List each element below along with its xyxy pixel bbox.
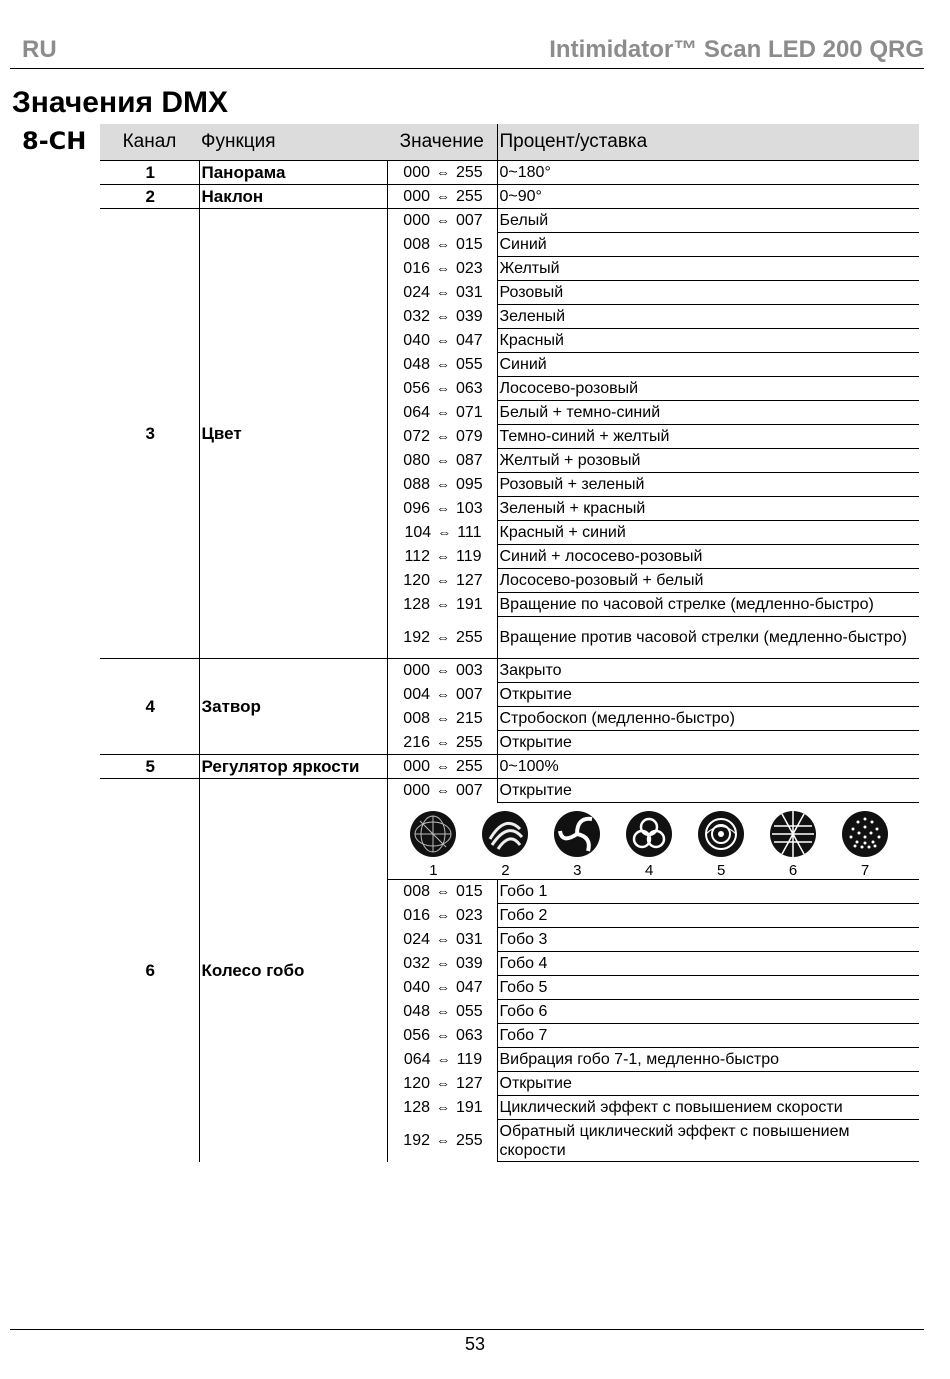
range-to: 255 [456, 188, 483, 205]
percent-setting-cell: Синий [497, 353, 919, 377]
range-from: 064 [403, 1051, 431, 1068]
table-row [100, 185, 919, 209]
range-to: 023 [456, 260, 483, 277]
value-range-cell [387, 880, 497, 904]
table-row [100, 779, 919, 803]
percent-setting-cell: Стробоскоп (медленно-быстро) [497, 707, 919, 731]
percent-setting-cell: Открытие [497, 731, 919, 755]
percent-setting-cell: Розовый + зеленый [497, 473, 919, 497]
range-arrow-icon: ⇔ [436, 284, 450, 300]
range-arrow-icon: ⇔ [436, 500, 450, 516]
range-from: 000 [403, 662, 430, 680]
range-to: 191 [456, 1099, 483, 1116]
range-to: 111 [457, 524, 482, 541]
percent-setting-cell: Открытие [497, 779, 919, 803]
gobo-item [691, 809, 751, 879]
value-range-cell [387, 353, 497, 377]
range-from: 024 [403, 284, 430, 301]
value-range-cell [387, 473, 497, 497]
value-range-cell [387, 449, 497, 473]
function-cell: Колесо гобо [199, 779, 387, 1162]
range-arrow-icon: ⇔ [436, 452, 450, 468]
range-arrow-icon: ⇔ [436, 710, 450, 726]
range-to: 095 [456, 476, 483, 493]
range-arrow-icon: ⇔ [436, 188, 450, 204]
value-range-cell [387, 1096, 497, 1120]
channel-cell: 4 [100, 659, 199, 755]
gobo-pattern-icon [480, 809, 530, 863]
column-header-function: Функция [199, 124, 387, 161]
range-to: 007 [456, 686, 483, 703]
gobo-pattern-icon [768, 809, 818, 863]
range-to: 079 [456, 428, 483, 445]
value-range-cell [387, 233, 497, 257]
range-to: 063 [456, 1027, 483, 1044]
range-to: 191 [456, 596, 483, 613]
range-from: 016 [403, 260, 430, 277]
value-range-cell [387, 545, 497, 569]
range-to: 087 [456, 452, 483, 469]
percent-setting-cell: 0~100% [497, 755, 919, 779]
range-to: 015 [456, 883, 483, 901]
range-from: 128 [403, 1099, 430, 1116]
function-cell: Цвет [199, 209, 387, 659]
percent-setting-cell: Гобо 3 [497, 928, 919, 952]
percent-setting-cell: Лососево-розовый + белый [497, 569, 919, 593]
gobo-pattern-icon [408, 809, 458, 863]
range-arrow-icon: ⇔ [436, 628, 450, 645]
column-header-value: Значение [387, 124, 497, 161]
percent-setting-cell: Гобо 1 [497, 880, 919, 904]
value-range-cell [387, 1072, 497, 1096]
range-from: 000 [403, 212, 430, 230]
range-to: 039 [456, 308, 483, 325]
range-to: 015 [456, 236, 483, 253]
column-header-percent: Процент/уставка [497, 124, 919, 161]
range-arrow-icon: ⇔ [436, 596, 450, 612]
range-from: 004 [403, 686, 430, 703]
range-arrow-icon: ⇔ [436, 380, 450, 396]
range-to: 255 [456, 1132, 483, 1149]
range-to: 255 [456, 733, 483, 751]
table-row [100, 755, 919, 779]
percent-setting-cell: Закрыто [497, 659, 919, 683]
value-range-cell [387, 1000, 497, 1024]
value-range-cell [387, 755, 497, 779]
range-from: 008 [403, 710, 430, 727]
range-arrow-icon: ⇔ [436, 308, 450, 324]
value-range-cell [387, 1120, 497, 1162]
percent-setting-cell: Гобо 6 [497, 1000, 919, 1024]
value-range-cell [387, 1024, 497, 1048]
gobo-strip [390, 803, 920, 879]
range-arrow-icon: ⇔ [436, 476, 450, 492]
range-to: 255 [456, 628, 483, 646]
page-header [10, 34, 924, 69]
range-from: 072 [403, 428, 430, 445]
range-arrow-icon: ⇔ [436, 212, 450, 229]
value-range-cell [387, 377, 497, 401]
gobo-number: 7 [860, 862, 870, 879]
percent-setting-cell: Желтый + розовый [497, 449, 919, 473]
range-arrow-icon: ⇔ [436, 236, 450, 252]
range-from: 016 [403, 907, 430, 924]
range-to: 031 [456, 284, 483, 301]
value-range-cell [387, 593, 497, 617]
range-to: 119 [456, 1051, 483, 1068]
percent-setting-cell: Зеленый [497, 305, 919, 329]
range-from: 048 [403, 356, 430, 373]
value-range-cell [387, 976, 497, 1000]
gobo-number: 2 [501, 862, 510, 879]
range-arrow-icon: ⇔ [436, 931, 450, 947]
range-to: 007 [456, 782, 483, 800]
range-to: 255 [456, 758, 483, 775]
percent-setting-cell: Лососево-розовый [497, 377, 919, 401]
range-arrow-icon: ⇔ [436, 332, 450, 348]
percent-setting-cell: Вибрация гобо 7-1, медленно-быстро [497, 1048, 919, 1072]
range-to: 031 [456, 931, 483, 948]
range-from: 000 [403, 164, 430, 181]
range-from: 056 [403, 380, 430, 397]
percent-setting-cell: Обратный циклический эффект с повышением скорости [497, 1120, 919, 1162]
section-title: Значения DMX [12, 86, 229, 119]
percent-setting-cell: 0~180° [497, 161, 919, 185]
gobo-item [835, 809, 895, 879]
range-arrow-icon: ⇔ [436, 572, 450, 588]
range-to: 023 [456, 907, 483, 924]
value-range-cell [387, 731, 497, 755]
function-cell: Затвор [199, 659, 387, 755]
range-from: 192 [403, 1132, 430, 1149]
range-from: 128 [403, 596, 430, 613]
range-from: 032 [403, 308, 430, 325]
language-code: RU [22, 36, 57, 63]
range-to: 215 [456, 710, 483, 727]
value-range-cell [387, 707, 497, 731]
range-to: 055 [456, 356, 483, 373]
percent-setting-cell: Желтый [497, 257, 919, 281]
percent-setting-cell: 0~90° [497, 185, 919, 209]
gobo-number: 4 [645, 862, 654, 879]
range-to: 071 [456, 404, 483, 421]
value-range-cell [387, 617, 497, 659]
gobo-image-cell [387, 803, 919, 880]
gobo-pattern-icon [696, 809, 746, 863]
value-range-cell [387, 161, 497, 185]
gobo-number: 6 [788, 862, 798, 879]
range-arrow-icon: ⇔ [436, 404, 450, 420]
footer-rule [10, 1329, 924, 1330]
range-from: 024 [403, 931, 430, 948]
range-arrow-icon: ⇔ [436, 164, 450, 180]
value-range-cell [387, 497, 497, 521]
range-arrow-icon: ⇔ [436, 782, 450, 799]
function-cell: Панорама [199, 161, 387, 185]
percent-setting-cell: Розовый [497, 281, 919, 305]
percent-setting-cell: Циклический эффект с повышением скорости [497, 1096, 919, 1120]
range-from: 048 [403, 1003, 430, 1020]
range-arrow-icon: ⇔ [436, 548, 450, 564]
range-arrow-icon: ⇔ [436, 733, 450, 750]
gobo-pattern-icon [840, 809, 890, 863]
table-row [100, 659, 919, 683]
range-from: 000 [403, 758, 430, 775]
value-range-cell [387, 305, 497, 329]
page-number: 53 [464, 1334, 486, 1354]
value-range-cell [387, 209, 497, 233]
value-range-cell [387, 779, 497, 803]
percent-setting-cell: Красный + синий [497, 521, 919, 545]
range-from: 096 [403, 500, 430, 517]
range-arrow-icon: ⇔ [436, 1075, 450, 1091]
percent-setting-cell: Белый + темно-синий [497, 401, 919, 425]
range-from: 088 [403, 476, 430, 493]
range-from: 008 [403, 236, 430, 253]
range-from: 216 [403, 733, 430, 751]
range-arrow-icon: ⇔ [436, 979, 450, 995]
percent-setting-cell: Вращение по часовой стрелке (медленно-быстро) [497, 593, 919, 617]
range-to: 055 [456, 1003, 483, 1020]
range-from: 064 [403, 404, 430, 421]
range-from: 040 [403, 979, 430, 996]
range-arrow-icon: ⇔ [436, 662, 450, 679]
gobo-pattern-icon [624, 809, 674, 863]
percent-setting-cell: Белый [497, 209, 919, 233]
percent-setting-cell: Открытие [497, 1072, 919, 1096]
range-from: 192 [403, 628, 430, 646]
range-arrow-icon: ⇔ [436, 260, 450, 276]
channel-cell: 6 [145, 960, 155, 980]
range-arrow-icon: ⇔ [436, 1003, 450, 1019]
value-range-cell [387, 401, 497, 425]
range-to: 063 [456, 380, 483, 397]
gobo-item [475, 809, 535, 879]
function-cell: Регулятор яркости [199, 755, 387, 779]
range-arrow-icon: ⇔ [436, 883, 450, 900]
range-to: 119 [456, 548, 482, 565]
range-from: 040 [403, 332, 430, 349]
range-to: 007 [456, 212, 483, 230]
channel-cell: 1 [100, 161, 199, 185]
range-from: 000 [403, 782, 430, 800]
range-from: 032 [403, 955, 430, 972]
percent-setting-cell: Синий [497, 233, 919, 257]
channel-cell: 3 [100, 209, 199, 659]
range-arrow-icon: ⇔ [436, 758, 450, 774]
range-from: 008 [403, 883, 430, 901]
value-range-cell [387, 1048, 497, 1072]
gobo-item [763, 809, 823, 879]
percent-setting-cell: Открытие [497, 683, 919, 707]
percent-setting-cell: Красный [497, 329, 919, 353]
table-row [100, 209, 919, 233]
range-to: 039 [456, 955, 483, 972]
range-to: 103 [456, 500, 483, 517]
range-from: 000 [403, 188, 430, 205]
gobo-number: 1 [429, 862, 438, 879]
channel-cell: 2 [100, 185, 199, 209]
range-arrow-icon: ⇔ [436, 1027, 450, 1043]
range-arrow-icon: ⇔ [436, 428, 450, 444]
gobo-item [619, 809, 679, 879]
value-range-cell [387, 185, 497, 209]
range-from: 120 [403, 1075, 430, 1092]
range-to: 255 [456, 164, 483, 181]
range-arrow-icon: ⇔ [436, 686, 450, 702]
percent-setting-cell: Вращение против часовой стрелки (медленно-быстро) [497, 617, 919, 659]
mode-label: 8-CH [22, 127, 87, 155]
range-arrow-icon: ⇔ [436, 1051, 451, 1067]
value-range-cell [387, 257, 497, 281]
percent-setting-cell: Синий + лососево-розовый [497, 545, 919, 569]
range-arrow-icon: ⇔ [436, 907, 450, 923]
range-from: 112 [404, 548, 430, 565]
value-range-cell [387, 928, 497, 952]
document-title: Intimidator™ Scan LED 200 QRG [549, 36, 924, 63]
range-arrow-icon: ⇔ [436, 1099, 450, 1115]
value-range-cell [387, 659, 497, 683]
range-from: 120 [403, 572, 430, 589]
range-from: 056 [403, 1027, 430, 1044]
column-header-channel: Канал [100, 124, 199, 161]
percent-setting-cell: Гобо 5 [497, 976, 919, 1000]
value-range-cell [387, 425, 497, 449]
range-arrow-icon: ⇔ [436, 356, 450, 372]
value-range-cell [387, 683, 497, 707]
range-from: 104 [404, 524, 432, 541]
percent-setting-cell: Гобо 7 [497, 1024, 919, 1048]
table-row [100, 161, 919, 185]
percent-setting-cell: Гобо 4 [497, 952, 919, 976]
range-arrow-icon: ⇔ [436, 1132, 450, 1148]
range-to: 127 [456, 1075, 483, 1092]
range-arrow-icon: ⇔ [437, 524, 452, 540]
range-to: 127 [456, 572, 483, 589]
range-to: 047 [456, 332, 483, 349]
function-cell: Наклон [199, 185, 387, 209]
gobo-item [547, 809, 607, 879]
value-range-cell [387, 329, 497, 353]
gobo-pattern-icon [552, 809, 602, 863]
gobo-number: 5 [716, 862, 726, 879]
value-range-cell [387, 281, 497, 305]
gobo-number: 3 [573, 862, 582, 879]
gobo-item [403, 809, 463, 879]
dmx-table [100, 124, 919, 1162]
range-from: 080 [403, 452, 430, 469]
table-header-row [100, 124, 919, 161]
percent-setting-cell: Зеленый + красный [497, 497, 919, 521]
percent-setting-cell: Темно-синий + желтый [497, 425, 919, 449]
percent-setting-cell: Гобо 2 [497, 904, 919, 928]
value-range-cell [387, 952, 497, 976]
channel-cell: 5 [100, 755, 199, 779]
range-to: 003 [456, 662, 483, 680]
range-arrow-icon: ⇔ [436, 955, 450, 971]
value-range-cell [387, 521, 497, 545]
value-range-cell [387, 904, 497, 928]
value-range-cell [387, 569, 497, 593]
range-to: 047 [456, 979, 483, 996]
